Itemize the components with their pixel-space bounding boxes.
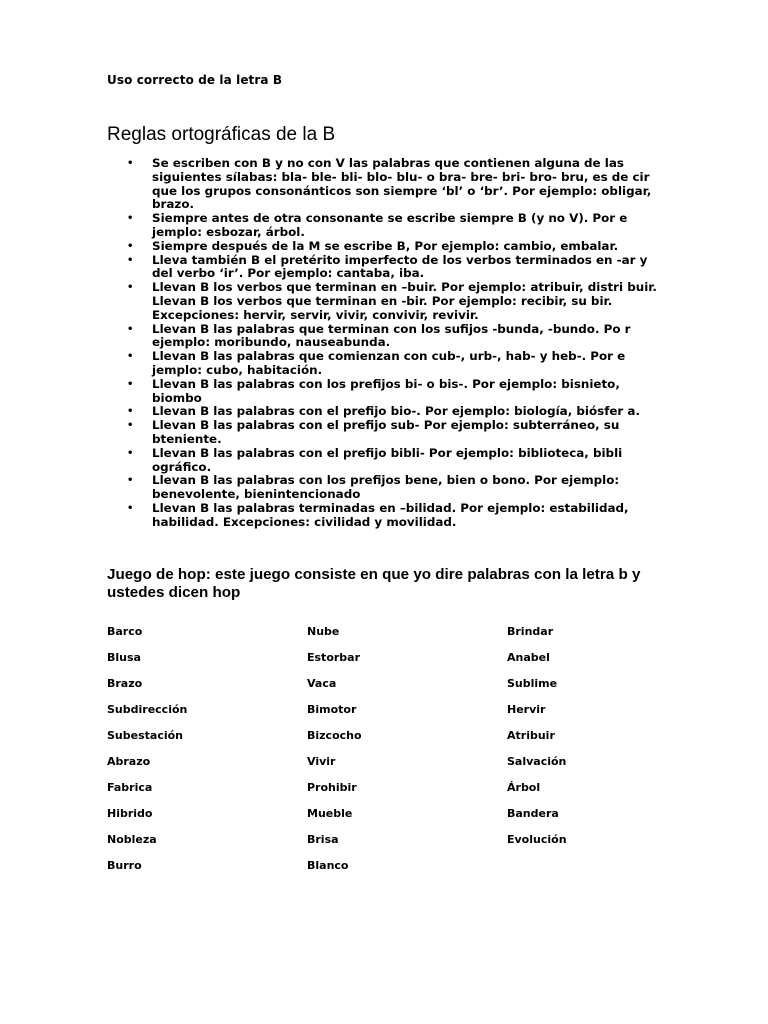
word-item: Barco	[107, 625, 143, 638]
bullet-icon: •	[127, 378, 134, 390]
rule-item	[107, 350, 667, 378]
word-item: Vivir	[307, 755, 336, 768]
word-column	[507, 625, 707, 885]
word-item: Brindar	[507, 625, 554, 638]
word-item: Vaca	[307, 677, 337, 690]
game-title: Juego de hop: este juego consiste en que yo dire palabras con la letra b y ustedes dicen hop	[107, 566, 641, 601]
rule-item	[107, 281, 667, 322]
word-item: Brisa	[307, 833, 339, 846]
bullet-icon: •	[127, 351, 134, 363]
word-item: Mueble	[307, 807, 353, 820]
word-item: Brazo	[107, 677, 143, 690]
rule-item	[107, 378, 667, 406]
rule-item	[107, 405, 667, 419]
rule-text: Llevan B las palabras que terminan con los sufijos -bunda, -bundo. Po r ejemplo: moribundo, nauseabunda.	[152, 321, 631, 350]
rule-text: Llevan B las palabras con el prefijo bibli- Por ejemplo: biblioteca, bibli ográfico.	[152, 445, 623, 474]
rule-item	[107, 323, 667, 351]
rule-text: Llevan B los verbos que terminan en –buir. Por ejemplo: atribuir, distri buir. Llevan B los verbos que terminan en -bir. Por ejemplo: recibir, su bir. Excepciones: hervir, servir, vivir, convivir, revivir.	[152, 280, 657, 322]
bullet-icon: •	[127, 282, 134, 294]
rule-text: Llevan B las palabras con los prefijos bene, bien o bono. Por ejemplo: benevolente, bienintencionado	[152, 473, 620, 502]
word-table	[107, 625, 707, 885]
rule-text: Siempre después de la M se escribe B, Por ejemplo: cambio, embalar.	[152, 238, 619, 253]
word-item: Abrazo	[107, 755, 151, 768]
word-item: Salvación	[507, 755, 567, 768]
rule-text: Llevan B las palabras que comienzan con cub-, urb-, hab- y heb-. Por e jemplo: cubo, habitación.	[152, 349, 626, 377]
bullet-icon: •	[127, 502, 134, 514]
word-item: Blusa	[107, 651, 141, 664]
rule-item	[107, 447, 667, 475]
word-item: Fabrica	[107, 781, 153, 794]
word-item: Sublime	[507, 677, 558, 690]
rule-item	[107, 240, 667, 254]
rules-list	[107, 157, 667, 530]
rule-item	[107, 157, 667, 212]
rule-text: Se escriben con B y no con V las palabras que contienen alguna de las siguientes sílabas: bla- ble- bli- blo- blu- o bra- bre- bri- bro- bru, es de cir que los grupos consonánticos son siempre ‘bl’ o ‘br’. Por ejemplo: obligar, brazo.	[152, 156, 652, 212]
rule-text: Siempre antes de otra consonante se escribe siempre B (y no V). Por e jemplo: esbozar, árbol.	[152, 211, 628, 239]
word-item: Nobleza	[107, 833, 157, 846]
rule-text: Llevan B las palabras con el prefijo sub- Por ejemplo: subterráneo, su bteniente.	[152, 418, 620, 446]
word-column	[307, 625, 507, 885]
word-column	[107, 625, 307, 885]
word-item: Blanco	[307, 859, 349, 872]
bullet-icon: •	[127, 323, 134, 335]
bullet-icon: •	[127, 213, 134, 225]
document-label: Uso correcto de la letra B	[107, 73, 283, 87]
rule-item	[107, 419, 667, 447]
rule-text: Llevan B las palabras con el prefijo bio-. Por ejemplo: biología, biósfer a.	[152, 404, 640, 419]
rule-item	[107, 474, 667, 502]
bullet-icon: •	[127, 406, 134, 418]
word-item: Atribuir	[507, 729, 555, 742]
word-item: Evolución	[507, 833, 567, 846]
rule-text: Llevan B las palabras terminadas en –bilidad. Por ejemplo: estabilidad, habilidad. Excepciones: civilidad y movilidad.	[152, 500, 629, 529]
word-item: Bizcocho	[307, 729, 362, 742]
word-item: Bimotor	[307, 703, 357, 716]
rule-item	[107, 212, 667, 240]
word-item: Anabel	[507, 651, 550, 664]
rule-item	[107, 502, 667, 530]
rule-text: Llevan B las palabras con los prefijos bi- o bis-. Por ejemplo: bisnieto, biombo	[152, 376, 620, 405]
word-item: Hervir	[507, 703, 546, 716]
word-item: Subdirección	[107, 703, 188, 716]
section-title: Reglas ortográficas de la B	[107, 124, 336, 145]
rule-item	[107, 254, 667, 282]
rule-text: Lleva también B el pretérito imperfecto de los verbos terminados en -ar y del verbo ‘ir’. Por ejemplo: cantaba, iba.	[152, 252, 648, 281]
word-item: Prohibir	[307, 781, 357, 794]
word-item: Nube	[307, 625, 340, 638]
bullet-icon: •	[127, 420, 134, 432]
bullet-icon: •	[127, 254, 134, 266]
word-item: Estorbar	[307, 651, 361, 664]
bullet-icon: •	[127, 475, 134, 487]
bullet-icon: •	[127, 240, 134, 252]
word-item: Bandera	[507, 807, 559, 820]
word-item: Hibrido	[107, 807, 153, 820]
word-item: Subestación	[107, 729, 183, 742]
bullet-icon: •	[127, 447, 134, 459]
word-item: Árbol	[507, 781, 541, 794]
bullet-icon: •	[127, 158, 134, 169]
word-item: Burro	[107, 859, 142, 872]
